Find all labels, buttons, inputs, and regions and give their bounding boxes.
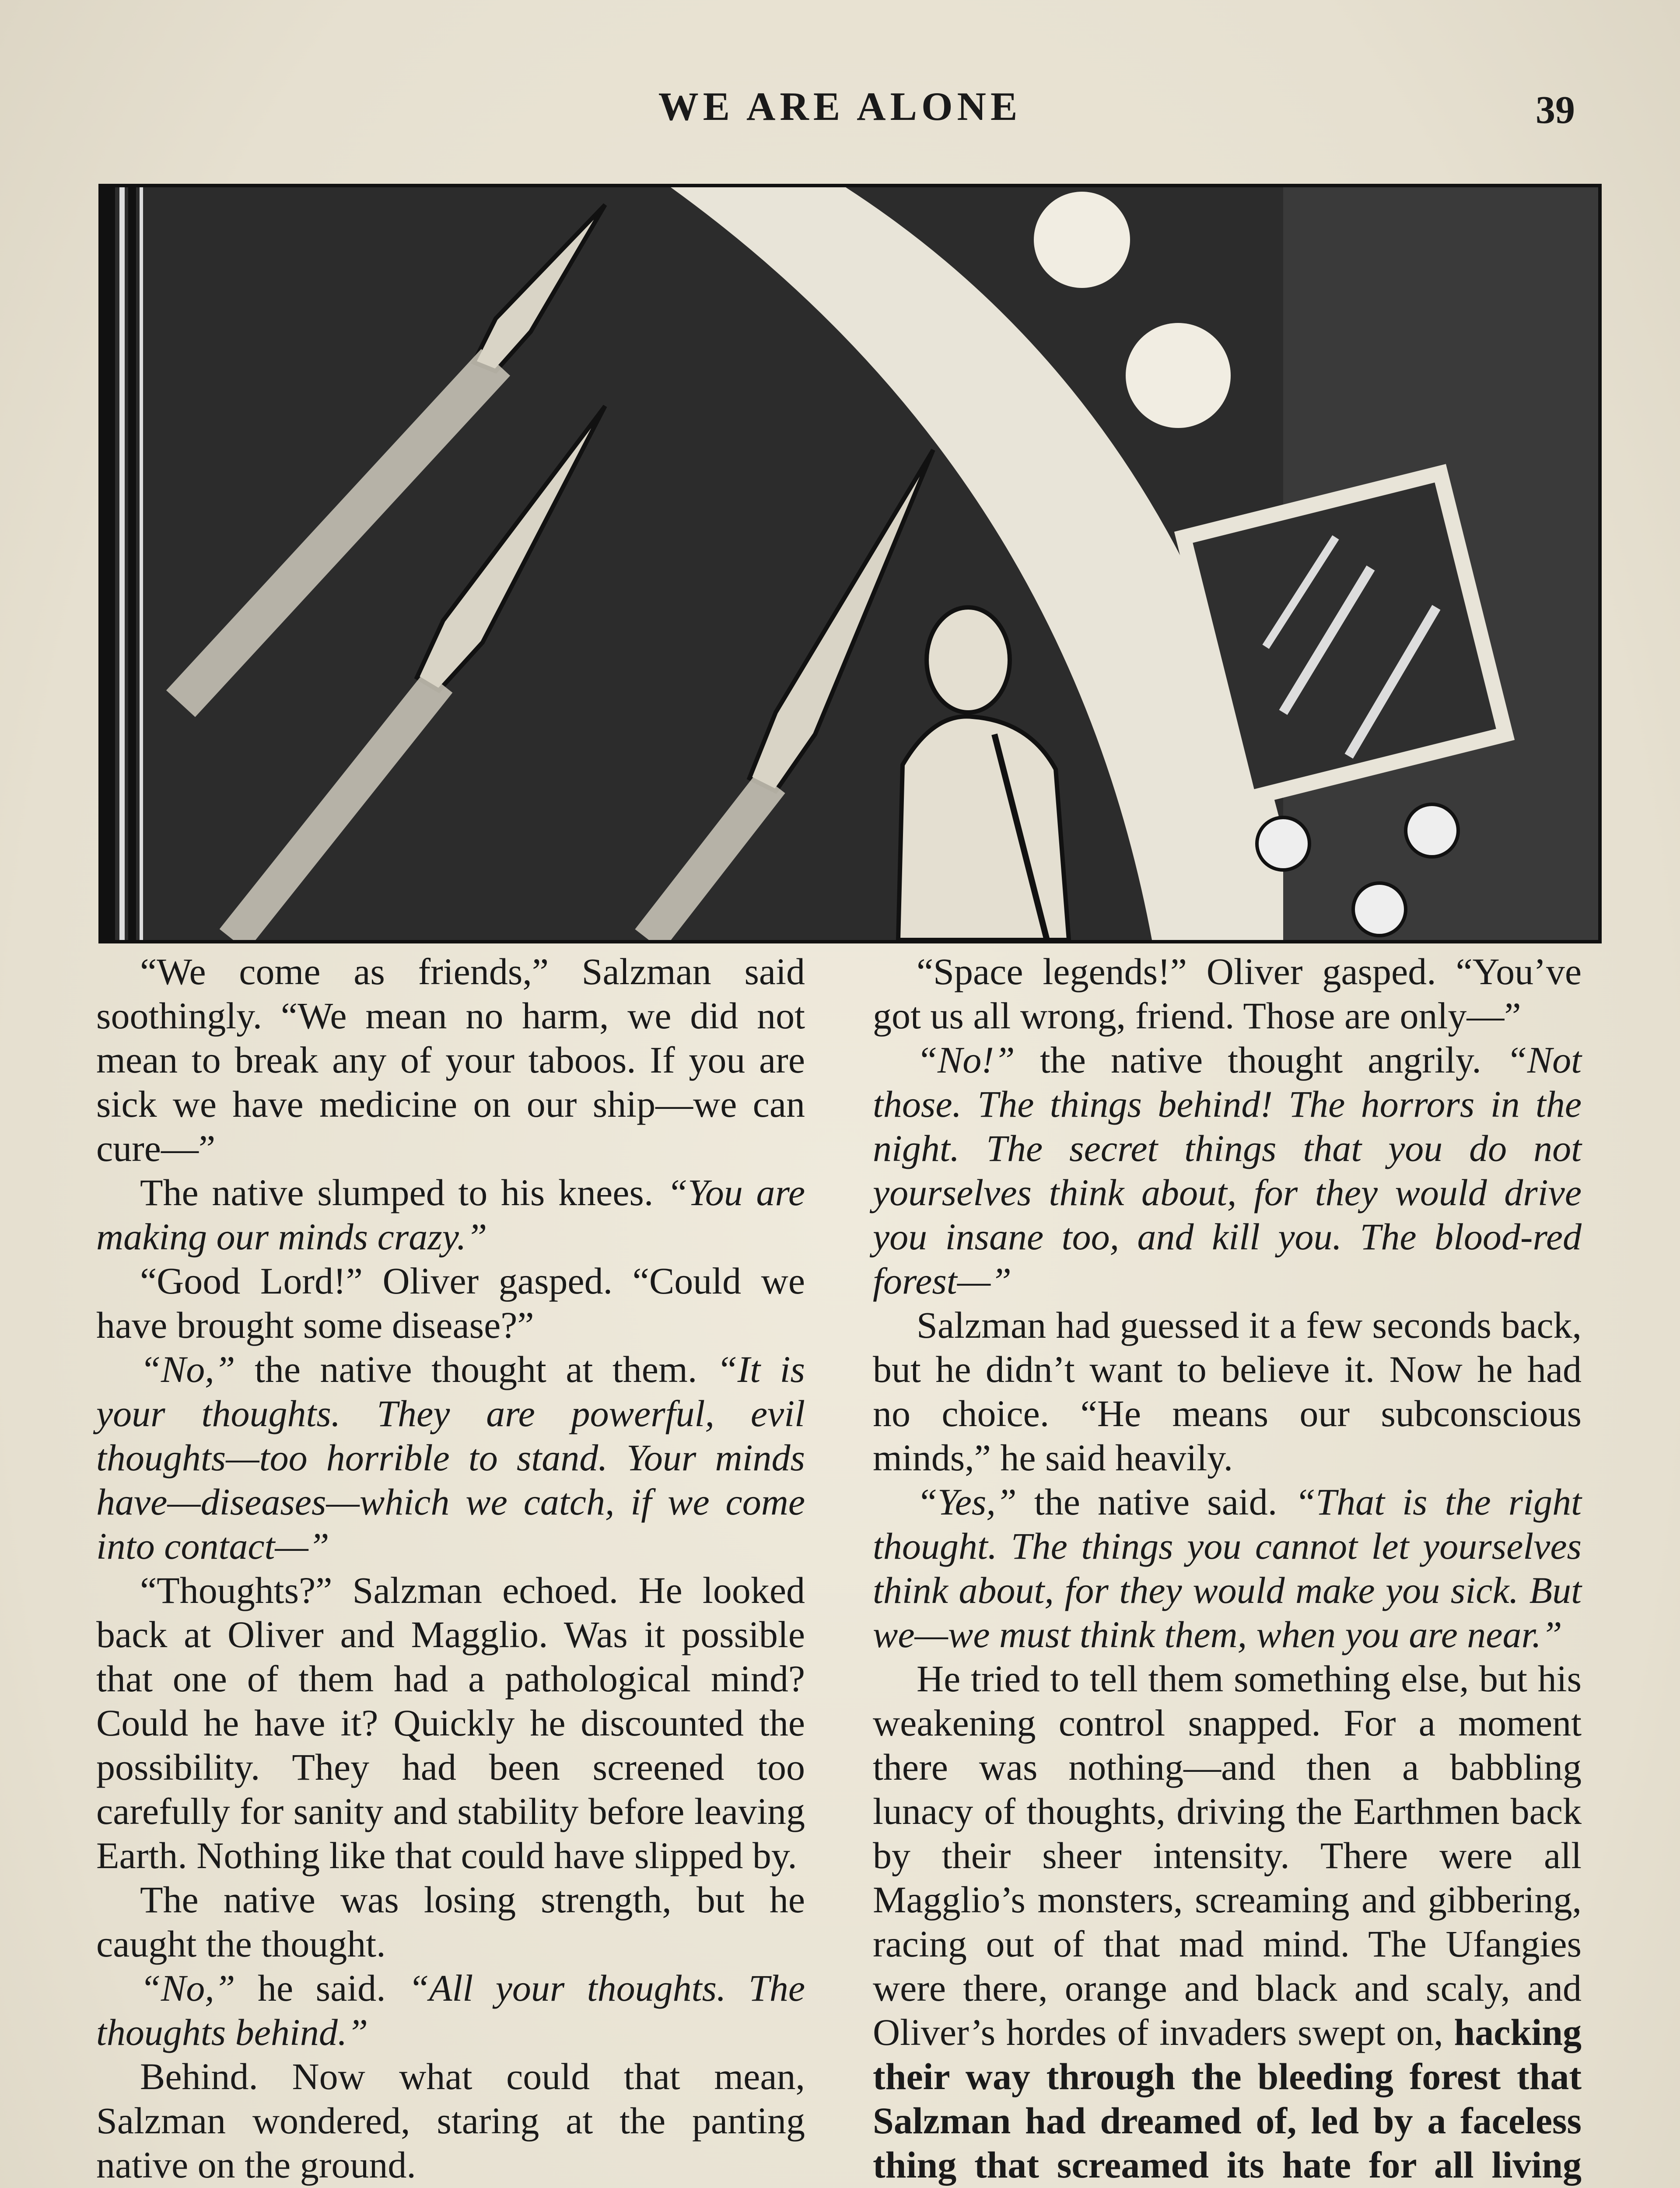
- paragraph-text: The native slumped to his knees.: [140, 1171, 667, 1213]
- dial-icon: [1353, 883, 1406, 936]
- thought-text: “All your thoughts. The thoughts behind.”: [96, 1967, 805, 2053]
- left-column: [96, 950, 805, 2188]
- paragraph: [873, 1657, 1582, 2188]
- article-body: [96, 950, 1582, 2188]
- thought-text: “No,”: [140, 1348, 235, 1390]
- running-title: WE ARE ALONE: [658, 84, 1022, 129]
- paragraph: Salzman had guessed it a few seconds back, but he didn’t want to believe it. Now he had no choice. “He means our subconscious minds,” he said heavily.: [873, 1304, 1582, 1479]
- thought-text: “You are making our minds crazy.”: [96, 1171, 805, 1258]
- thought-text: “That is the right thought. The things you cannot let yourselves think about, for they would make you sick. But we—we must think them, when you are near.”: [873, 1481, 1582, 1655]
- paragraph: [96, 1347, 805, 1568]
- illustration-art: [102, 187, 1598, 940]
- thought-text: “No,”: [140, 1967, 235, 2009]
- paragraph: [96, 1171, 805, 1259]
- thought-text: “It is your thoughts. They are powerful, evil thoughts—too horrible to stand. Your minds have—diseases—which we catch, if we come into contact—”: [96, 1348, 805, 1567]
- thought-text: “No!”: [917, 1039, 1015, 1081]
- story-illustration: [98, 184, 1602, 943]
- porthole-icon: [1034, 192, 1130, 288]
- paragraph-text: He tried to tell them something else, but his weakening control snapped. For a moment there was nothing—and then a babbling lunacy of thoughts, driving the Earthmen back by their sheer intensity. There were all Magglio’s monsters, screaming and gibbering, racing out of that mad mind. The Ufangies were there, orange and black and scaly, and Oliver’s hordes of invaders swept on,: [873, 1658, 1582, 2053]
- paragraph: The native was losing strength, but he caught the thought.: [96, 1879, 805, 1965]
- thought-text: “Not those. The things behind! The horrors in the night. The secret things that you do not yourselves think about, for they would drive you insane too, and kill you. The blood-red forest—”: [873, 1039, 1582, 1302]
- paragraph: Behind. Now what could that mean, Salzman wondered, staring at the panting native on the ground.: [96, 2055, 805, 2186]
- paragraph-text: he said.: [235, 1967, 409, 2009]
- right-column: [873, 950, 1582, 2188]
- porthole-icon: [1126, 323, 1231, 428]
- paragraph: “Good Lord!” Oliver gasped. “Could we have brought some disease?”: [96, 1260, 805, 1346]
- paragraph: “Space legends!” Oliver gasped. “You’ve got us all wrong, friend. Those are only—”: [873, 950, 1582, 1037]
- paragraph: “Thoughts?” Salzman echoed. He looked back at Oliver and Magglio. Was it possible that one of them had a pathological mind? Could he have it? Quickly he discounted the possibility. They had been screened too carefully for sanity and stability before leaving Earth. Nothing like that could have slipped by.: [96, 1569, 805, 1876]
- paragraph-text: the native thought angrily.: [1015, 1039, 1506, 1081]
- thought-text: “Yes,”: [917, 1481, 1017, 1523]
- page-number: 39: [1536, 88, 1575, 132]
- paragraph-text-bold: hacking their way through the bleeding forest that Salzman had dreamed of, led by a faceless thing that screamed its hate for all living: [873, 2011, 1582, 2186]
- paragraph: [873, 1038, 1582, 1303]
- dial-icon: [1406, 804, 1458, 857]
- paragraph-text: the native said.: [1016, 1481, 1295, 1523]
- dial-icon: [1257, 817, 1309, 870]
- paragraph: “We come as friends,” Salzman said soothingly. “We mean no harm, we did not mean to break any of your taboos. If you are sick we have medicine on our ship—we can cure—”: [96, 950, 805, 1169]
- paragraph-text: the native thought at them.: [235, 1348, 717, 1390]
- paragraph: [96, 1966, 805, 2055]
- paragraph: [873, 1480, 1582, 1657]
